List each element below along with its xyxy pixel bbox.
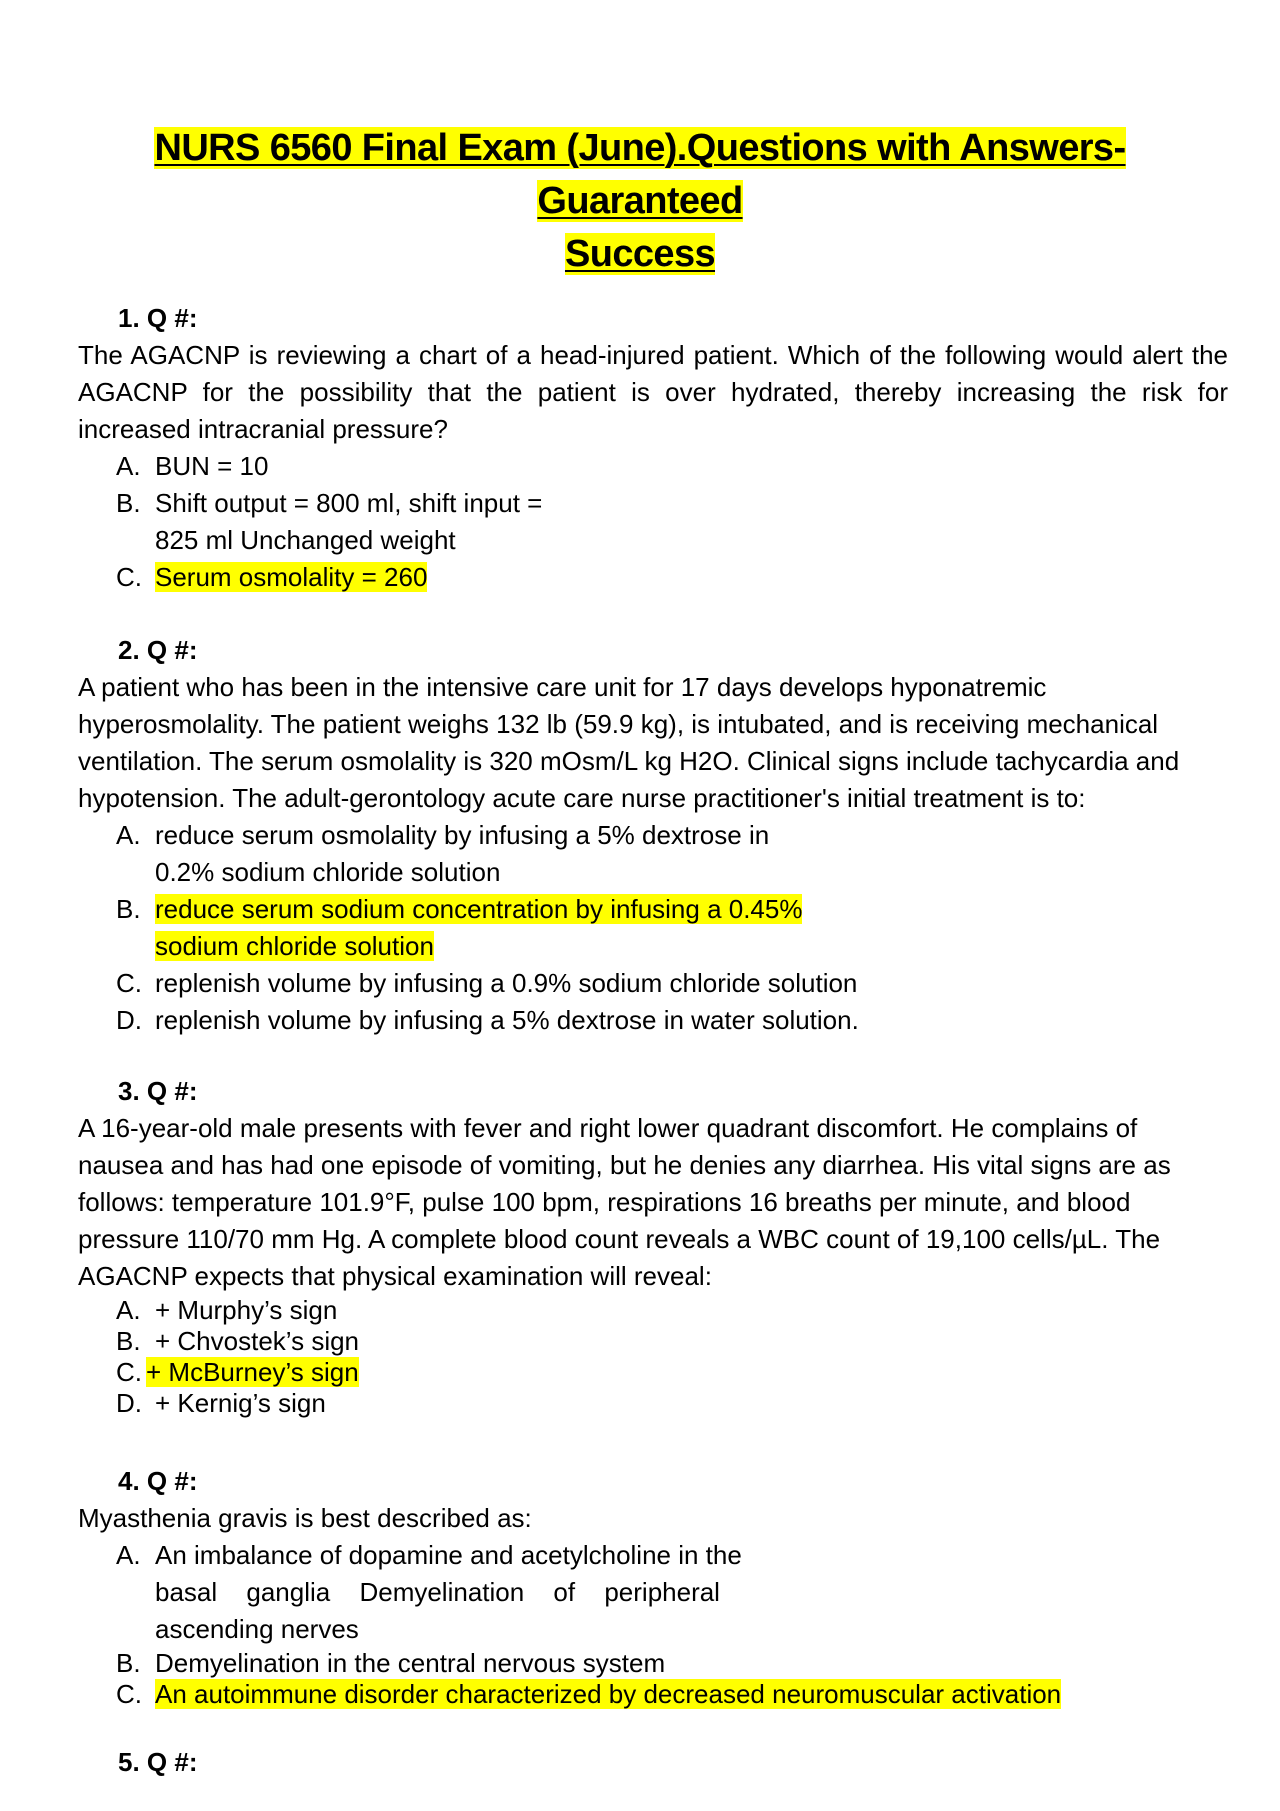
question-number: 1. Q #: [118, 303, 198, 333]
option-letter: A. [116, 1540, 141, 1570]
option-b [78, 485, 1228, 559]
question-4 [78, 1463, 1228, 1710]
option-text-highlighted-answer: An autoimmune disorder characterized by decreased neuromuscular activation [155, 1679, 1062, 1709]
option-d [78, 1388, 1228, 1419]
option-list [78, 1537, 1228, 1710]
question-stem: The AGACNP is reviewing a chart of a head-injured patient. Which of the following would alert the AGACNP for the possibility that the patient is over hydrated, thereby increasing the risk for increased intracranial pressure? [78, 340, 1228, 444]
question-stem: A patient who has been in the intensive care unit for 17 days develops hyponatremic hyperosmolality. The patient weighs 132 lb (59.9 kg), is intubated, and is receiving mechanical ventilation. The serum osmolality is 320 mOsm/L kg H2O. Clinical signs include tachycardia and hypotension. The adult-gerontology acute care nurse practitioner's initial treatment is to: [78, 672, 1180, 813]
option-text-line-2: basal ganglia Demyelination of peripheral [155, 1577, 720, 1607]
option-letter: B. [116, 894, 141, 924]
option-c [78, 1357, 1228, 1388]
document-title-line-1: NURS 6560 Final Exam (June).Questions with Answers-Guaranteed [154, 127, 1126, 222]
option-text: + Kernig’s sign [155, 1388, 326, 1418]
option-letter: A. [116, 820, 141, 850]
option-text: Demyelination in the central nervous system [155, 1648, 666, 1678]
option-text-line-2-highlighted-answer: sodium chloride solution [155, 931, 434, 961]
option-text: BUN = 10 [155, 451, 269, 481]
option-list [78, 817, 1228, 1039]
option-letter: C. [116, 1679, 142, 1709]
option-letter: C. [116, 968, 142, 998]
option-letter: B. [116, 488, 141, 518]
option-text-line-1: An imbalance of dopamine and acetylcholine in the [155, 1540, 742, 1570]
option-b [78, 1648, 1228, 1679]
option-letter: B. [116, 1648, 141, 1678]
option-text-highlighted-answer: Serum osmolality = 260 [155, 562, 428, 592]
option-a [78, 817, 1228, 891]
option-letter: C. [116, 1357, 142, 1387]
option-text: replenish volume by infusing a 5% dextrose in water solution. [155, 1005, 859, 1035]
question-stem: Myasthenia gravis is best described as: [78, 1503, 532, 1533]
option-list [78, 448, 1228, 596]
option-c [78, 1679, 1228, 1710]
option-letter: C. [116, 562, 142, 592]
option-b [78, 891, 1228, 965]
option-text-line-2: 0.2% sodium chloride solution [155, 857, 501, 887]
option-text-line-1-highlighted-answer: reduce serum sodium concentration by infusing a 0.45% [155, 894, 803, 924]
question-5 [78, 1744, 1228, 1781]
question-1 [78, 300, 1228, 596]
option-letter: D. [116, 1005, 142, 1035]
question-2 [78, 632, 1228, 1039]
option-text-line-1: Shift output = 800 ml, shift input = [155, 488, 543, 518]
option-text-line-1: reduce serum osmolality by infusing a 5% dextrose in [155, 820, 770, 850]
document-title-line-2: Success [564, 233, 716, 275]
option-letter: A. [116, 1295, 141, 1325]
question-number: 5. Q #: [118, 1747, 198, 1777]
option-a [78, 448, 1228, 485]
option-a [78, 1295, 1228, 1326]
option-text-highlighted-answer: + McBurney’s sign [146, 1357, 359, 1387]
option-c [78, 559, 1228, 596]
document-title [60, 122, 1220, 281]
question-number: 2. Q #: [118, 635, 198, 665]
option-letter: D. [116, 1388, 142, 1418]
option-d [78, 1002, 1228, 1039]
option-text: + Chvostek’s sign [155, 1326, 360, 1356]
option-text: replenish volume by infusing a 0.9% sodium chloride solution [155, 968, 858, 998]
option-b [78, 1326, 1228, 1357]
option-letter: A. [116, 451, 141, 481]
question-number: 4. Q #: [118, 1466, 198, 1496]
option-a [78, 1537, 1228, 1648]
option-text: + Murphy’s sign [155, 1295, 338, 1325]
option-list [78, 1295, 1228, 1419]
option-text-line-2: 825 ml Unchanged weight [155, 525, 456, 555]
question-number: 3. Q #: [118, 1076, 198, 1106]
option-letter: B. [116, 1326, 141, 1356]
option-c [78, 965, 1228, 1002]
option-text-line-3: ascending nerves [155, 1614, 359, 1644]
question-3 [78, 1073, 1228, 1419]
question-stem: A 16-year-old male presents with fever and right lower quadrant discomfort. He complains of nausea and has had one episode of vomiting, but he denies any diarrhea. His vital signs are as follows: temperature 101.9°F, pulse 100 bpm, respirations 16 breaths per minute, and blood pressure 110/70 mm Hg. A complete blood count reveals a WBC count of 19,100 cells/µL. The AGACNP expects that physical examination will reveal: [78, 1113, 1171, 1291]
